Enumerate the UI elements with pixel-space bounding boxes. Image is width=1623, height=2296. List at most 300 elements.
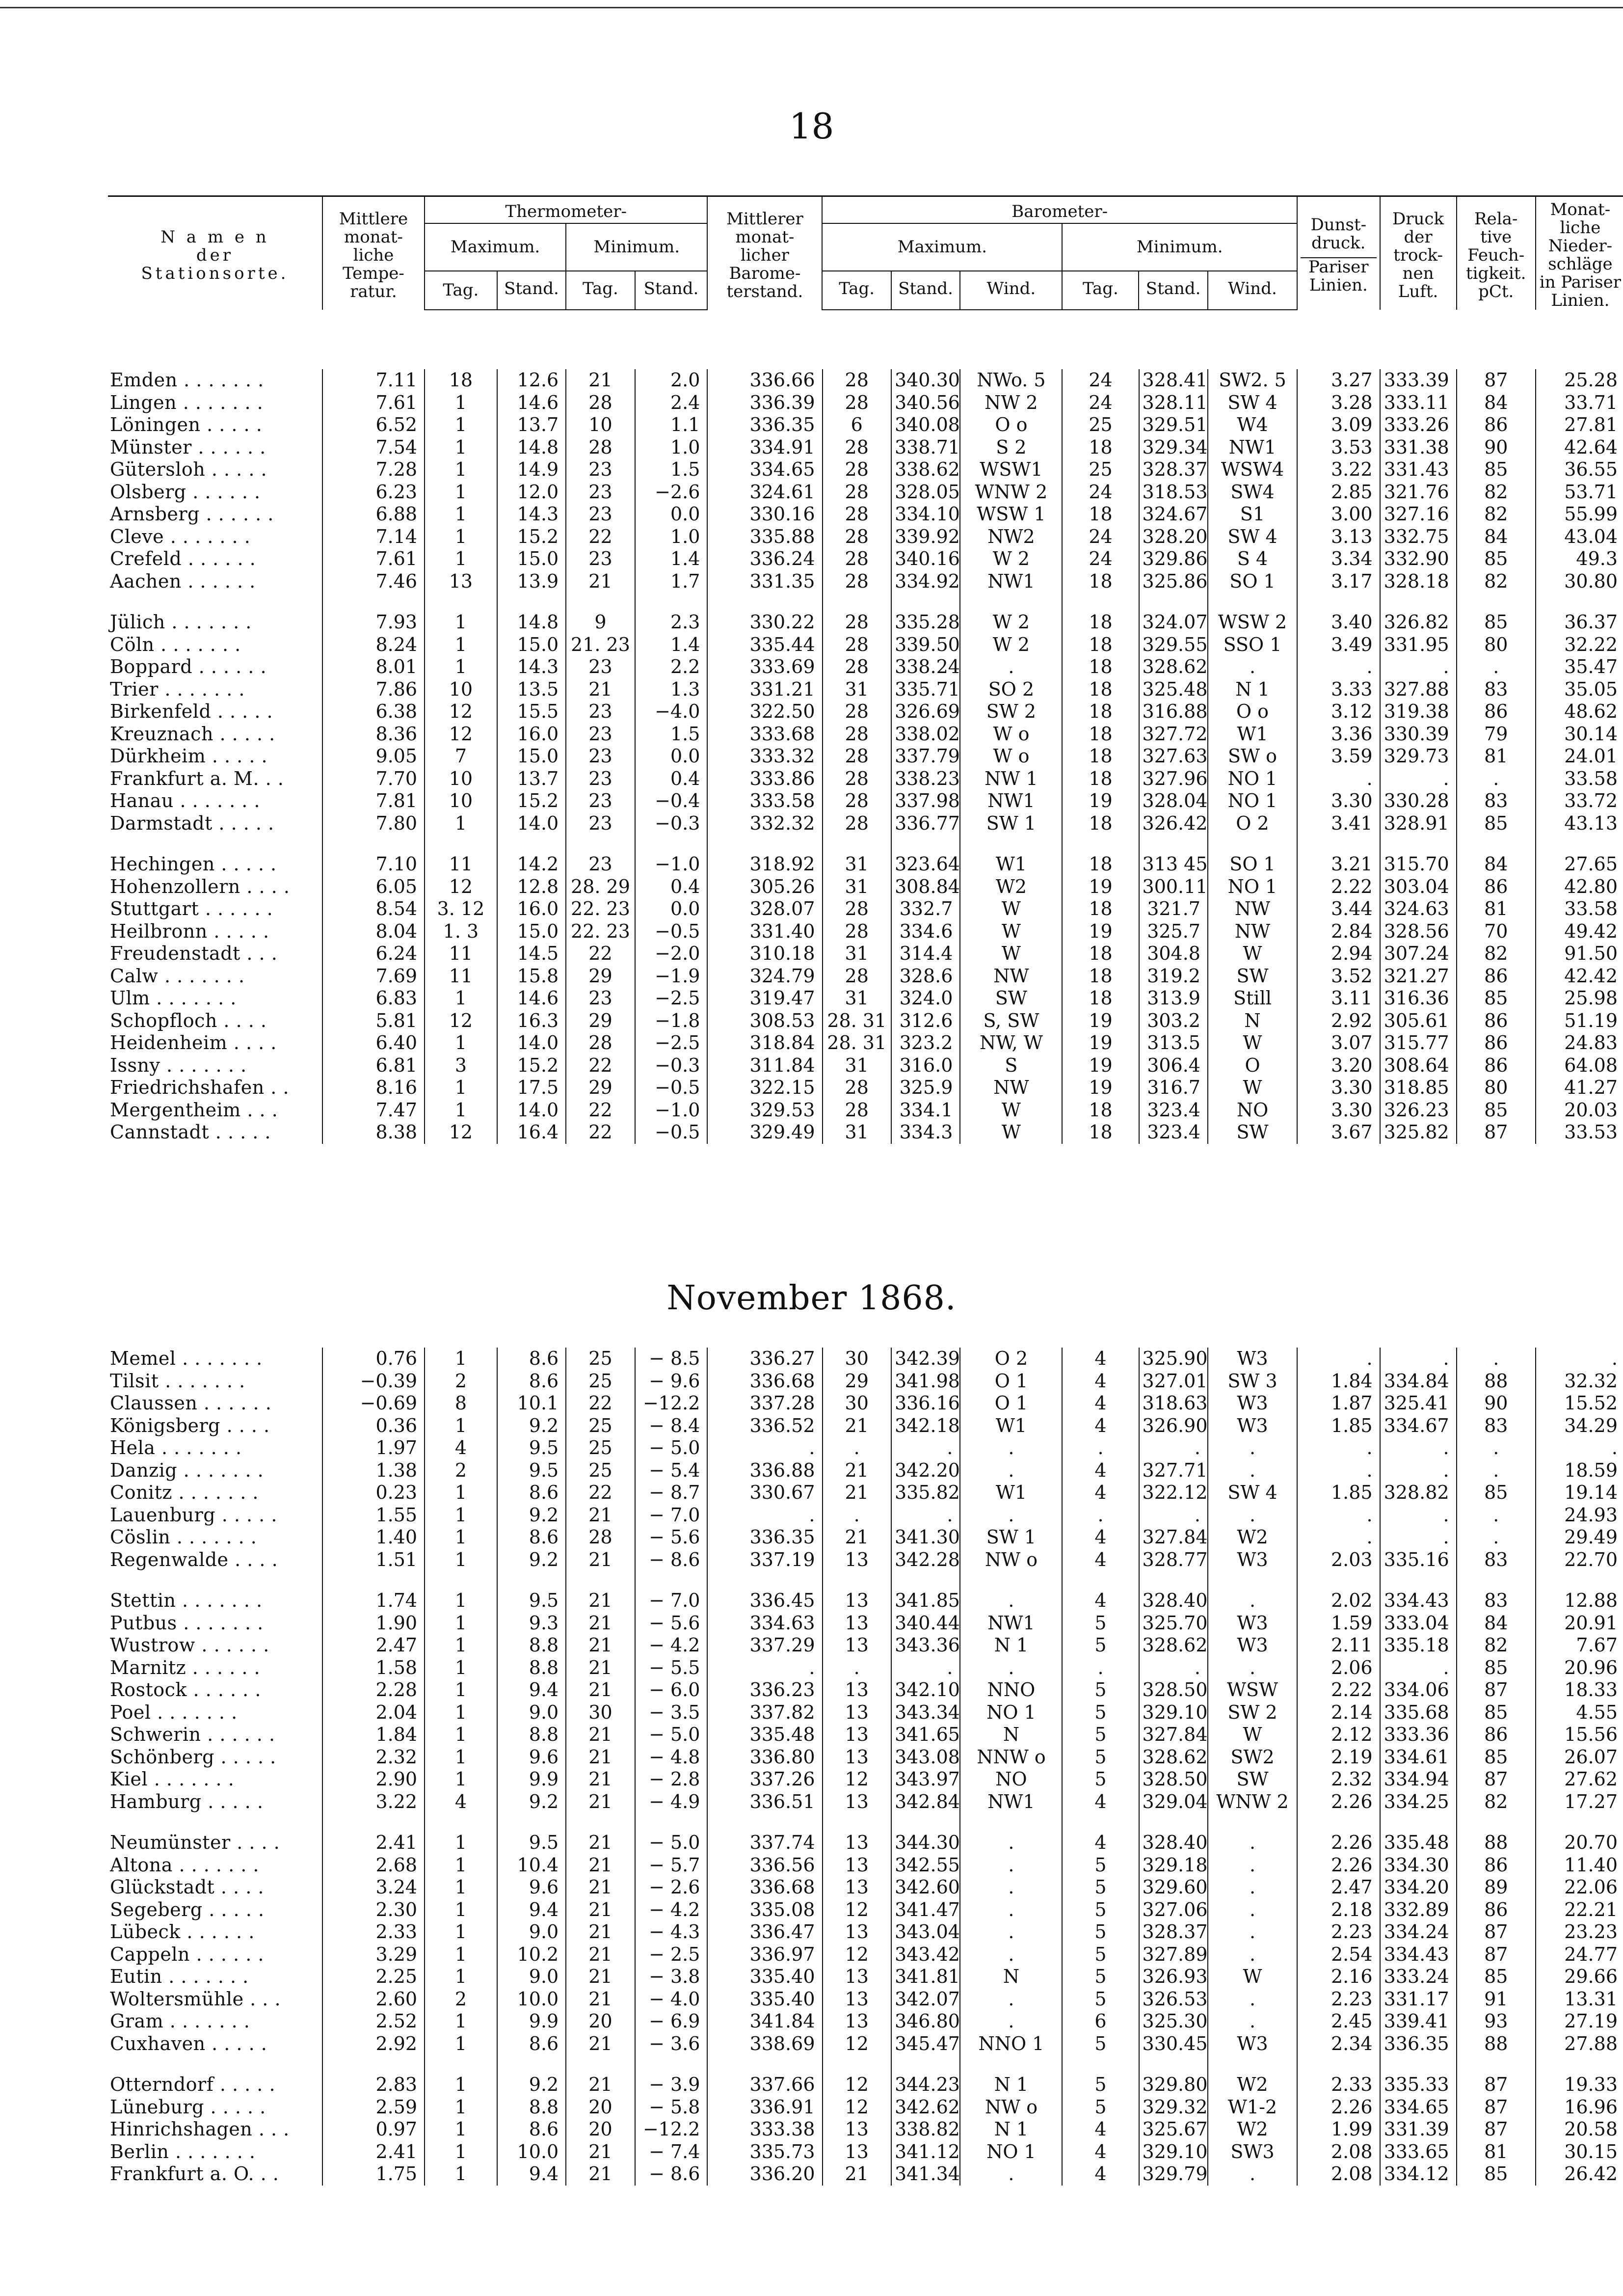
spacer-cell — [497, 593, 566, 611]
table-cell: 31 — [823, 1054, 891, 1077]
table-cell: 87 — [1457, 1121, 1536, 1144]
table-cell: SW — [1208, 965, 1297, 988]
table-cell: 21 — [566, 1504, 635, 1527]
table-cell: 86 — [1457, 1010, 1536, 1032]
table-cell: 28 — [566, 392, 635, 414]
table-cell: 29.66 — [1536, 1966, 1623, 1988]
table-cell: 25 — [566, 1437, 635, 1459]
table-cell: 328.40 — [1139, 1590, 1208, 1612]
table-cell: . — [707, 1437, 822, 1459]
table-cell: O 2 — [960, 1348, 1062, 1370]
table-cell: 334.12 — [1380, 2163, 1457, 2186]
table-cell: 324.07 — [1139, 611, 1208, 634]
table-cell: 324.79 — [707, 965, 822, 988]
table-cell: −1.0 — [635, 853, 708, 876]
table-row — [108, 656, 1623, 678]
table-cell: 1 — [425, 2074, 497, 2096]
table-cell: 343.08 — [891, 1746, 960, 1769]
table-cell: . — [1380, 656, 1457, 678]
group-spacer — [108, 1571, 1623, 1590]
table-row — [108, 1988, 1623, 2011]
table-cell: W — [960, 920, 1062, 943]
station-name: Crefeld . . . . . . — [110, 548, 256, 569]
table-cell: 328.05 — [891, 481, 960, 504]
spacer-cell — [1457, 1571, 1536, 1590]
table-cell: W3 — [1208, 1549, 1297, 1571]
station-name: Berlin . . . . . . . — [110, 2140, 256, 2162]
station-name: Friedrichshafen . . — [110, 1077, 290, 1098]
table-cell: 335.33 — [1380, 2074, 1457, 2096]
table-cell: 1 — [425, 611, 497, 634]
table-cell: 23 — [566, 656, 635, 678]
table-cell: 15.0 — [497, 920, 566, 943]
spacer-cell — [1139, 835, 1208, 853]
table-cell: 334.63 — [707, 1612, 822, 1635]
table-cell: 18.33 — [1536, 1679, 1623, 1702]
table-cell: 335.18 — [1380, 1634, 1457, 1657]
table-row — [108, 369, 1623, 392]
table-cell: 19 — [1062, 920, 1139, 943]
table-cell: 3.28 — [1297, 392, 1380, 414]
table-cell: 21 — [566, 1724, 635, 1746]
spacer-cell — [322, 835, 425, 853]
table-cell: 332.89 — [1380, 1899, 1457, 1921]
table-cell: 21 — [566, 1944, 635, 1966]
table-cell: 4 — [1062, 1791, 1139, 1813]
table-cell: 21 — [823, 1482, 891, 1504]
table-cell: 2.47 — [1297, 1876, 1380, 1899]
spacer-cell — [891, 1571, 960, 1590]
table-cell: NW o — [960, 1549, 1062, 1571]
table-cell: 329.51 — [1139, 414, 1208, 436]
table-cell: SO 2 — [960, 678, 1062, 701]
baro-min-header: Minimum. — [1062, 223, 1297, 271]
table-row — [108, 1657, 1623, 1679]
table-row — [108, 853, 1623, 876]
table-cell: 336.24 — [707, 548, 822, 570]
station-name: Frankfurt a. O. . . — [110, 2163, 279, 2185]
table-cell: 12.88 — [1536, 1590, 1623, 1612]
table-cell: 341.85 — [891, 1590, 960, 1612]
table-cell: 326.82 — [1380, 611, 1457, 634]
table-cell: 1.0 — [635, 526, 708, 548]
table-cell: 18 — [425, 369, 497, 392]
table-cell: 1 — [425, 2033, 497, 2055]
spacer-cell — [1297, 593, 1380, 611]
table-cell: 21 — [566, 1549, 635, 1571]
table-cell: 2.19 — [1297, 1746, 1380, 1769]
table-cell: 308.53 — [707, 1010, 822, 1032]
table-cell: 21 — [566, 1590, 635, 1612]
table-cell: 31 — [823, 943, 891, 965]
table-cell: 342.10 — [891, 1679, 960, 1702]
station-name: Memel . . . . . . . — [110, 1348, 263, 1369]
table-cell: 3.30 — [1297, 790, 1380, 812]
table-cell: . — [1208, 656, 1297, 678]
table-cell: 333.69 — [707, 656, 822, 678]
table-cell: 344.23 — [891, 2074, 960, 2096]
table-cell: 12 — [425, 1010, 497, 1032]
table-cell: 90 — [1457, 1392, 1536, 1415]
table-cell: 13 — [823, 2010, 891, 2033]
table-cell: 12.6 — [497, 369, 566, 392]
table-cell: 334.1 — [891, 1099, 960, 1122]
table-cell: . — [823, 1657, 891, 1679]
spacer-cell — [891, 593, 960, 611]
table-cell: 18.59 — [1536, 1459, 1623, 1482]
table-cell: − 4.9 — [635, 1791, 708, 1813]
table-cell: 331.17 — [1380, 1988, 1457, 2011]
table-cell: N — [1208, 1010, 1297, 1032]
table-cell: 20 — [566, 2096, 635, 2119]
table-cell: . — [1457, 1459, 1536, 1482]
table-cell: 333.58 — [707, 790, 822, 812]
table-cell: 327.89 — [1139, 1944, 1208, 1966]
table-cell: 1 — [425, 1746, 497, 1769]
table-cell: . — [1380, 1348, 1457, 1370]
table-cell: 83 — [1457, 1590, 1536, 1612]
table-cell: 5 — [1062, 1724, 1139, 1746]
table-cell: 315.70 — [1380, 853, 1457, 876]
table-cell: 35.47 — [1536, 656, 1623, 678]
table-cell: 318.92 — [707, 853, 822, 876]
table-cell: 24.01 — [1536, 745, 1623, 768]
table-cell: 33.72 — [1536, 790, 1623, 812]
table-cell: 15.0 — [497, 745, 566, 768]
table-cell: 21 — [566, 2141, 635, 2163]
table-cell: 8.36 — [322, 723, 425, 746]
group-spacer — [108, 835, 1623, 853]
table-cell: 335.40 — [707, 1966, 822, 1988]
table-cell: 328.62 — [1139, 1634, 1208, 1657]
table-cell: 325.41 — [1380, 1392, 1457, 1415]
table-cell: 2.94 — [1297, 943, 1380, 965]
table-row — [108, 1032, 1623, 1054]
table-cell: 33.58 — [1536, 768, 1623, 790]
table-cell: 9.2 — [497, 1415, 566, 1437]
table-cell: 9.0 — [497, 1921, 566, 1944]
spacer-cell — [635, 2055, 708, 2074]
table-cell: 335.48 — [707, 1724, 822, 1746]
table-cell: 338.24 — [891, 656, 960, 678]
table-cell: 1 — [425, 987, 497, 1010]
table-cell: . — [1536, 1437, 1623, 1459]
table-cell: S — [960, 1054, 1062, 1077]
table-row — [108, 1876, 1623, 1899]
station-name: Hamburg . . . . . — [110, 1790, 264, 1812]
table-cell: 3.21 — [1297, 853, 1380, 876]
table-cell: 342.18 — [891, 1415, 960, 1437]
table-cell: 318.85 — [1380, 1077, 1457, 1099]
table-cell: W3 — [1208, 1634, 1297, 1657]
table-cell: − 6.9 — [635, 2010, 708, 2033]
table-cell: 13 — [823, 1854, 891, 1877]
table-cell: 329.34 — [1139, 436, 1208, 459]
table-cell: 9.2 — [497, 2074, 566, 2096]
table-cell: 334.67 — [1380, 1415, 1457, 1437]
table-cell: 2.26 — [1297, 1854, 1380, 1877]
table-cell: N 1 — [1208, 678, 1297, 701]
table-cell: SW 1 — [960, 812, 1062, 835]
table-cell: 9.5 — [497, 1832, 566, 1854]
baro-max-header: Maximum. — [822, 223, 1062, 271]
table-cell: 91 — [1457, 1988, 1536, 2011]
table-cell: 21 — [566, 678, 635, 701]
table-cell: 5 — [1062, 2096, 1139, 2119]
table-cell: . — [1208, 1854, 1297, 1877]
table-cell: WNW 2 — [960, 481, 1062, 504]
table-cell: . — [960, 1988, 1062, 2011]
spacer-cell — [566, 835, 635, 853]
table-cell: 42.42 — [1536, 965, 1623, 988]
table-cell: 42.64 — [1536, 436, 1623, 459]
thermo-min-stand: Stand. — [635, 271, 708, 310]
table-cell: 8.38 — [322, 1121, 425, 1144]
spacer-cell — [1297, 1571, 1380, 1590]
table-row — [108, 1526, 1623, 1549]
table-cell: 1 — [425, 2118, 497, 2141]
spacer-cell — [823, 1571, 891, 1590]
table-october — [108, 369, 1623, 1144]
table-cell: 9.0 — [497, 1966, 566, 1988]
station-name: Cöslin . . . . . . . — [110, 1526, 257, 1548]
table-cell: 32.22 — [1536, 634, 1623, 656]
table-cell: 338.69 — [707, 2033, 822, 2055]
group-spacer — [108, 2055, 1623, 2074]
table-cell: − 3.9 — [635, 2074, 708, 2096]
table-cell: 2.54 — [1297, 1944, 1380, 1966]
table-cell: 329.18 — [1139, 1854, 1208, 1877]
table-row — [108, 570, 1623, 593]
table-cell: 326.90 — [1139, 1415, 1208, 1437]
table-cell: SW 4 — [1208, 1482, 1297, 1504]
table-cell: 14.0 — [497, 1099, 566, 1122]
table-cell: 16.3 — [497, 1010, 566, 1032]
table-cell: 13 — [823, 1549, 891, 1571]
table-cell: 328.77 — [1139, 1549, 1208, 1571]
station-name: Kreuznach . . . . . — [110, 723, 275, 745]
table-cell: NW, W — [960, 1032, 1062, 1054]
table-cell: 1 — [425, 1966, 497, 1988]
table-cell: 2.52 — [322, 2010, 425, 2033]
table-cell: 28 — [823, 920, 891, 943]
table-cell: 13 — [823, 1988, 891, 2011]
table-cell: 28 — [823, 898, 891, 920]
table-cell: 321.7 — [1139, 898, 1208, 920]
table-cell: 21 — [566, 1679, 635, 1702]
thermo-max-stand: Stand. — [497, 271, 566, 310]
table-cell: 343.36 — [891, 1634, 960, 1657]
table-cell: 3.22 — [1297, 459, 1380, 481]
table-cell: 19 — [1062, 790, 1139, 812]
table-cell: 22. 23 — [566, 898, 635, 920]
table-cell: 328.41 — [1139, 369, 1208, 392]
table-cell: 4 — [1062, 2141, 1139, 2163]
table-cell: 17.5 — [497, 1077, 566, 1099]
table-cell: 13.7 — [497, 414, 566, 436]
table-row — [108, 548, 1623, 570]
table-cell: 8.6 — [497, 2118, 566, 2141]
baro-max-tag: Tag. — [822, 271, 891, 310]
table-cell: . — [1208, 1899, 1297, 1921]
table-cell: 323.4 — [1139, 1099, 1208, 1122]
table-cell: 1 — [425, 1854, 497, 1877]
spacer-cell — [1457, 1813, 1536, 1832]
table-cell: − 3.5 — [635, 1702, 708, 1724]
table-cell: 88 — [1457, 1370, 1536, 1393]
table-cell: 316.88 — [1139, 701, 1208, 723]
table-cell: WNW 2 — [1208, 1791, 1297, 1813]
table-cell: 329.04 — [1139, 1791, 1208, 1813]
table-cell: O 1 — [960, 1392, 1062, 1415]
table-cell: 21 — [566, 1612, 635, 1635]
table-cell: 0.4 — [635, 768, 708, 790]
table-cell: 13 — [425, 570, 497, 593]
table-cell: 80 — [1457, 634, 1536, 656]
spacer-cell — [425, 593, 497, 611]
table-cell: O — [1208, 1054, 1297, 1077]
table-cell: 42.80 — [1536, 876, 1623, 898]
station-name: Lauenburg . . . . . — [110, 1504, 277, 1526]
table-cell: 336.35 — [1380, 2033, 1457, 2055]
table-cell: 1 — [425, 1099, 497, 1122]
table-cell: 1 — [425, 481, 497, 504]
thermo-max-tag: Tag. — [425, 271, 497, 310]
table-cell: 10.1 — [497, 1392, 566, 1415]
table-cell: 2.85 — [1297, 481, 1380, 504]
spacer-cell — [707, 593, 822, 611]
table-cell: W2 — [960, 876, 1062, 898]
table-cell: 1.99 — [1297, 2118, 1380, 2141]
table-cell: 15.52 — [1536, 1392, 1623, 1415]
table-cell: 2 — [425, 1459, 497, 1482]
table-cell: 340.16 — [891, 548, 960, 570]
table-cell: 8.8 — [497, 2096, 566, 2119]
table-cell: 319.2 — [1139, 965, 1208, 988]
table-cell: 6.05 — [322, 876, 425, 898]
station-name: Emden . . . . . . . — [110, 369, 264, 391]
table-cell: 5 — [1062, 1634, 1139, 1657]
station-name: Trier . . . . . . . — [110, 678, 245, 700]
table-cell: 28 — [823, 656, 891, 678]
table-cell: − 8.5 — [635, 1348, 708, 1370]
table-cell: 335.16 — [1380, 1549, 1457, 1571]
table-cell: 3.29 — [322, 1944, 425, 1966]
spacer-cell — [1380, 835, 1457, 853]
table-cell: 3.53 — [1297, 436, 1380, 459]
table-cell: 326.69 — [891, 701, 960, 723]
table-cell: 12 — [823, 2074, 891, 2096]
table-cell: . — [1208, 1657, 1297, 1679]
table-cell: 7.67 — [1536, 1634, 1623, 1657]
table-cell: 1 — [425, 1724, 497, 1746]
spacer-cell — [108, 835, 322, 853]
spacer-cell — [1380, 1571, 1457, 1590]
table-cell: 328.6 — [891, 965, 960, 988]
table-cell: 331.43 — [1380, 459, 1457, 481]
table-row — [108, 678, 1623, 701]
table-cell: 331.95 — [1380, 634, 1457, 656]
table-row — [108, 1437, 1623, 1459]
table-cell: − 5.8 — [635, 2096, 708, 2119]
table-cell: 3.52 — [1297, 965, 1380, 988]
table-row — [108, 790, 1623, 812]
table-cell: 28 — [823, 526, 891, 548]
dunst-header: Dunst- druck. Pariser Linien. — [1297, 196, 1380, 310]
table-cell: 336.47 — [707, 1921, 822, 1944]
table-cell: 14.2 — [497, 853, 566, 876]
station-name: Segeberg . . . . . — [110, 1898, 265, 1920]
table-cell: 25 — [566, 1459, 635, 1482]
table-cell: . — [1297, 1459, 1380, 1482]
station-name: Hanau . . . . . . . — [110, 790, 261, 811]
table-cell: 308.64 — [1380, 1054, 1457, 1077]
thermometer-header: Thermometer- — [425, 196, 707, 224]
table-cell: 3.30 — [1297, 1099, 1380, 1122]
table-cell: 334.92 — [891, 570, 960, 593]
table-cell: 24.83 — [1536, 1032, 1623, 1054]
table-cell: 328.82 — [1380, 1482, 1457, 1504]
table-row — [108, 898, 1623, 920]
table-cell: 341.81 — [891, 1966, 960, 1988]
table-cell: 86 — [1457, 701, 1536, 723]
table-cell: 3.33 — [1297, 678, 1380, 701]
table-cell: 43.13 — [1536, 812, 1623, 835]
table-cell: 328.62 — [1139, 1746, 1208, 1769]
table-cell: 24 — [1062, 369, 1139, 392]
table-cell: 325.67 — [1139, 2118, 1208, 2141]
table-cell: 12 — [425, 701, 497, 723]
table-cell: W 2 — [960, 634, 1062, 656]
table-cell: 84 — [1457, 392, 1536, 414]
table-cell: 86 — [1457, 414, 1536, 436]
table-cell: SW 3 — [1208, 1370, 1297, 1393]
table-cell: 329.86 — [1139, 548, 1208, 570]
table-cell: 14.0 — [497, 812, 566, 835]
table-cell: 18 — [1062, 1121, 1139, 1144]
spacer-cell — [960, 593, 1062, 611]
page-number: 18 — [789, 106, 834, 147]
table-row — [108, 943, 1623, 965]
table-cell: 331.21 — [707, 678, 822, 701]
table-cell: W — [960, 1099, 1062, 1122]
table-cell: 15.2 — [497, 526, 566, 548]
table-cell: 328.04 — [1139, 790, 1208, 812]
station-name: Lingen . . . . . . . — [110, 391, 264, 413]
table-cell: 11.40 — [1536, 1854, 1623, 1877]
table-cell: 1 — [425, 526, 497, 548]
table-cell: − 3.8 — [635, 1966, 708, 1988]
table-cell: 2.30 — [322, 1899, 425, 1921]
table-cell: 7.80 — [322, 812, 425, 835]
table-cell: W1 — [960, 853, 1062, 876]
table-cell: − 9.6 — [635, 1370, 708, 1393]
table-cell: 18 — [1062, 611, 1139, 634]
table-cell: 332.32 — [707, 812, 822, 835]
spacer-cell — [1457, 835, 1536, 853]
table-cell: − 8.6 — [635, 2163, 708, 2186]
table-cell: . — [1139, 1504, 1208, 1527]
table-cell: 0.0 — [635, 745, 708, 768]
table-cell: 21 — [566, 1921, 635, 1944]
table-row — [108, 1612, 1623, 1635]
table-cell: O o — [1208, 701, 1297, 723]
table-cell: 337.82 — [707, 1702, 822, 1724]
table-cell: 9.3 — [497, 1612, 566, 1635]
table-cell: W 2 — [960, 611, 1062, 634]
table-cell: 1 — [425, 1549, 497, 1571]
table-cell: 337.26 — [707, 1768, 822, 1791]
